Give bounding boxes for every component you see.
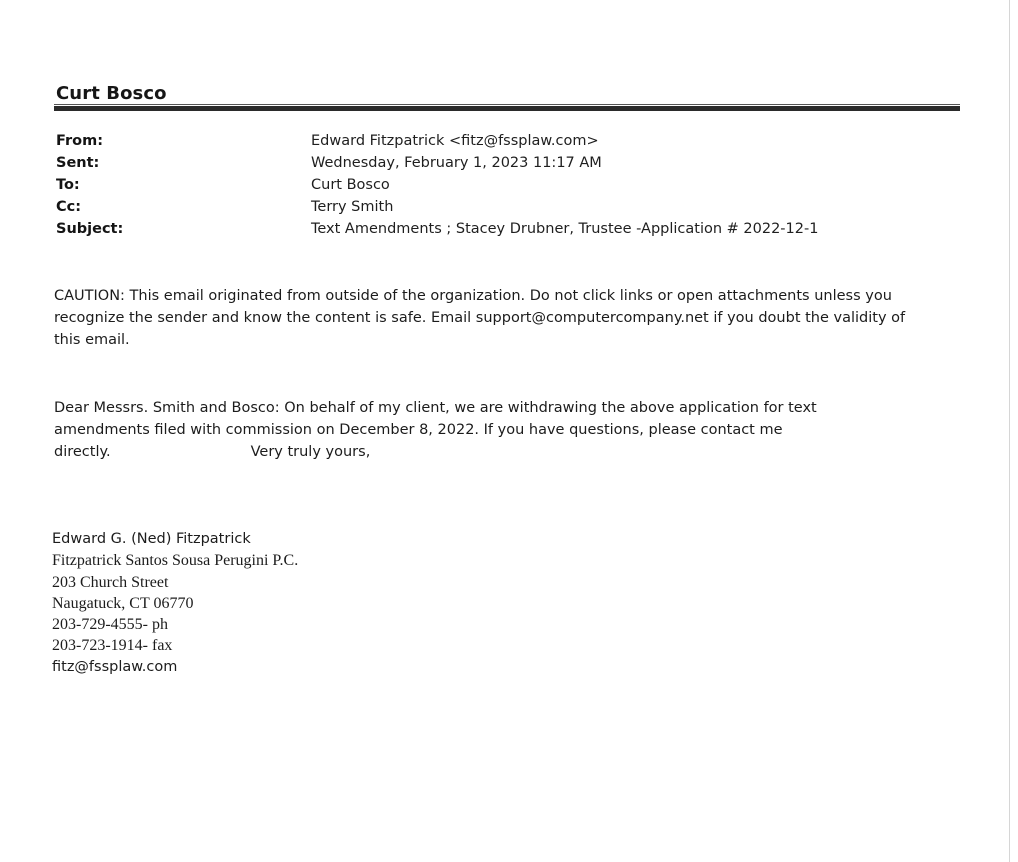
signature-phone: 203-729-4555- ph: [52, 616, 168, 634]
header-value-from: Edward Fitzpatrick <fitz@fssplaw.com>: [311, 133, 599, 149]
header-value-sent: Wednesday, February 1, 2023 11:17 AM: [311, 155, 602, 171]
signature-name: Edward G. (Ned) Fitzpatrick: [52, 531, 251, 547]
signature-street: 203 Church Street: [52, 573, 169, 591]
header-value-to: Curt Bosco: [311, 177, 390, 193]
header-label-to: To:: [56, 177, 80, 193]
signature-fax: 203-723-1914- fax: [52, 637, 173, 655]
email-body: [54, 397, 874, 463]
signature-firm: Fitzpatrick Santos Sousa Perugini P.C.: [52, 552, 299, 570]
signature-city: Naugatuck, CT 06770: [52, 594, 194, 612]
signature-email-link[interactable]: fitz@fssplaw.com: [52, 658, 178, 675]
closing-text: Very truly yours,: [250, 444, 371, 460]
body-line-2: amendments filed with commission on December 8, 2022. If you have questions, please contact me: [54, 422, 783, 438]
header-label-from: From:: [56, 133, 103, 149]
body-line-3: [54, 441, 874, 463]
header-value-cc: Terry Smith: [311, 199, 394, 215]
header-divider-thin: [54, 104, 960, 105]
caution-banner-text: CAUTION: This email originated from outside of the organization. Do not click links or open attachments unless you recognize the sender and know the content is safe. Email support@computercompany.net if you doubt the validity of this email.: [54, 288, 906, 348]
header-label-subject: Subject:: [56, 221, 124, 237]
body-line-1: Dear Messrs. Smith and Bosco: On behalf of my client, we are withdrawing the above application for text: [54, 400, 817, 416]
header-divider: [54, 106, 960, 111]
header-label-sent: Sent:: [56, 155, 100, 171]
body-line-3-start: directly.: [54, 444, 111, 460]
header-value-subject: Text Amendments ; Stacey Drubner, Trustee -Application # 2022-12-1: [311, 221, 819, 237]
mailbox-owner-name: Curt Bosco: [56, 83, 167, 104]
header-label-cc: Cc:: [56, 199, 82, 215]
signature-block: [52, 529, 298, 678]
page-edge-line: [1009, 0, 1010, 862]
